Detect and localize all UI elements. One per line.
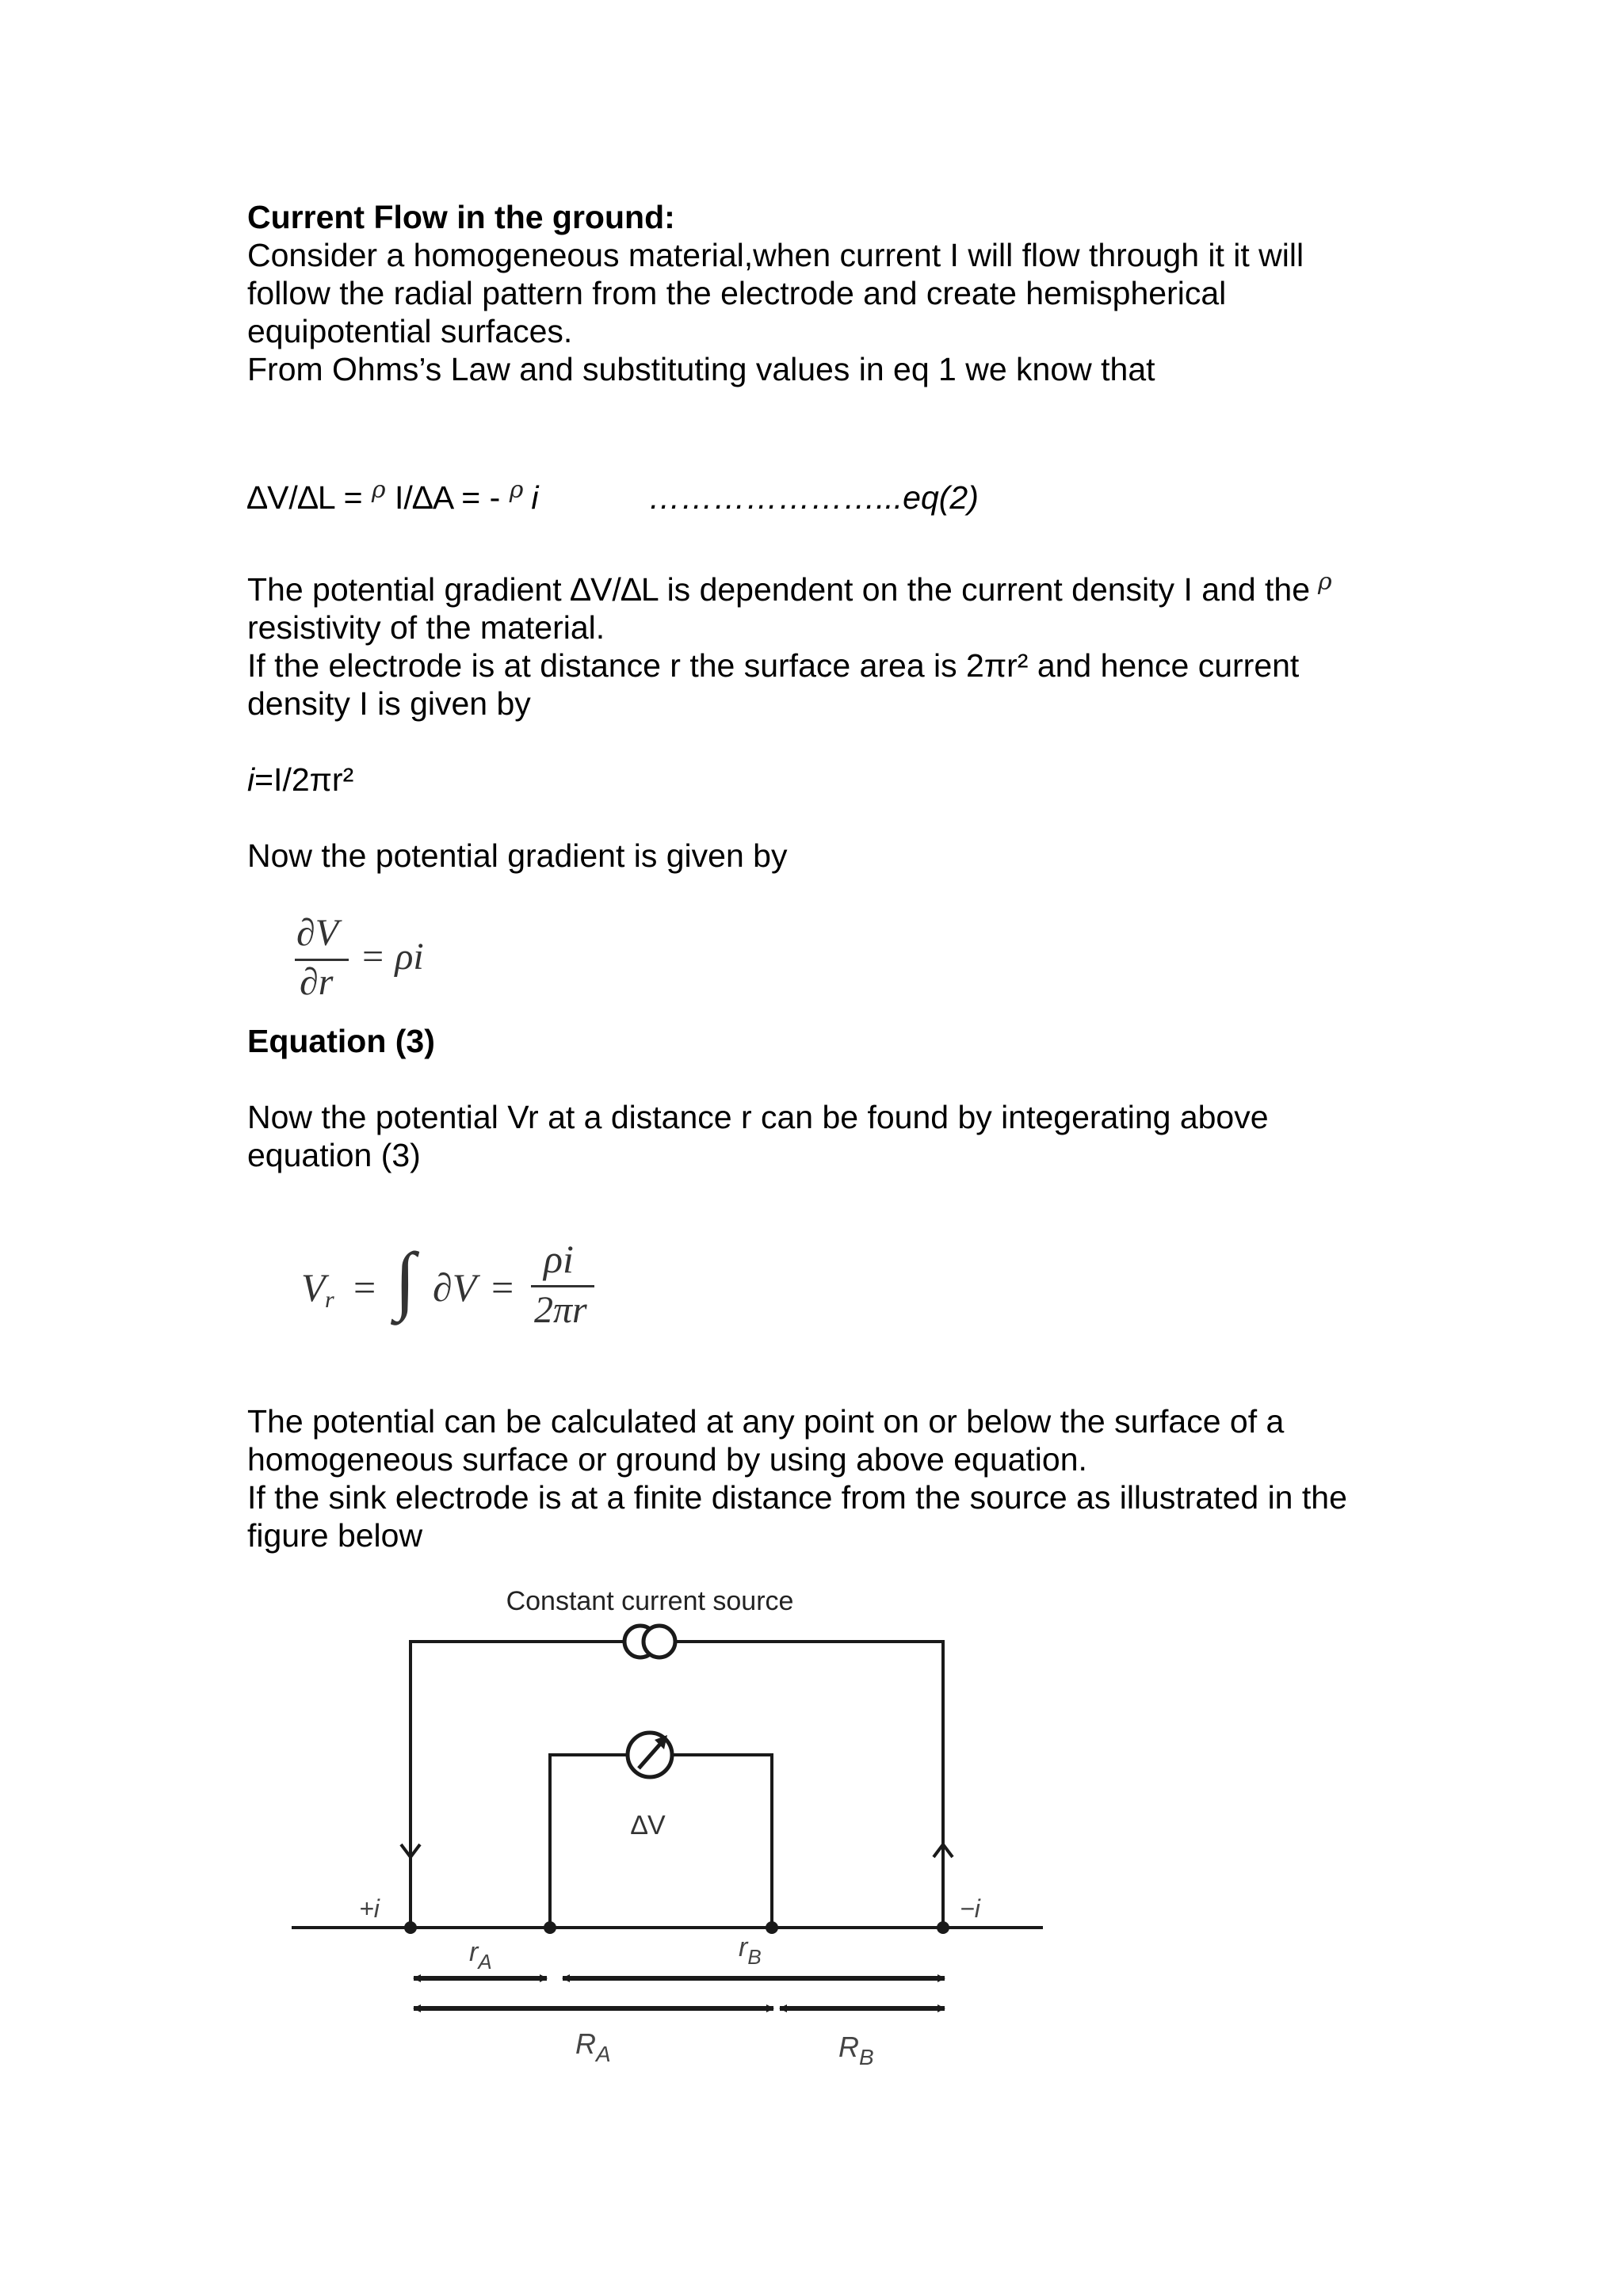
current-loop bbox=[411, 1640, 943, 1928]
integral-sign: ∫ bbox=[395, 1237, 416, 1322]
probe-a bbox=[544, 1921, 556, 1934]
eq4-numerator: ρi bbox=[544, 1237, 574, 1281]
ra-small-label bbox=[469, 1937, 492, 1974]
paragraph-line: equation (3) bbox=[247, 1137, 421, 1173]
rb-large-subscript: B bbox=[859, 2045, 874, 2069]
paragraph-line: resistivity of the material. bbox=[247, 609, 605, 646]
rho-symbol: ρ bbox=[509, 476, 524, 504]
voltage-label: ∆V bbox=[631, 1810, 666, 1840]
plus-i-label: +i bbox=[359, 1894, 380, 1923]
paragraph-line: Consider a homogeneous material,when current I will flow through it it will bbox=[247, 237, 1304, 273]
rb-small-letter: r bbox=[739, 1932, 748, 1962]
ra-large-letter: R bbox=[575, 2027, 596, 2060]
eq4-lhs: V bbox=[301, 1265, 326, 1310]
current-density-expression: =I/2πr² bbox=[254, 761, 354, 798]
paragraph-line: Now the potential Vr at a distance r can be found by integerating above bbox=[247, 1099, 1269, 1135]
source-electrode bbox=[404, 1921, 417, 1934]
rb-small-subscript: B bbox=[747, 1945, 762, 1969]
current-density-symbol: i bbox=[247, 761, 255, 798]
eq3-numerator: ∂V bbox=[296, 912, 339, 954]
ra-large-label bbox=[575, 2027, 611, 2066]
paragraph-line: follow the radial pattern from the electrode and create hemispherical bbox=[247, 275, 1227, 311]
current-source-icon bbox=[624, 1626, 675, 1657]
paragraph-line: figure below bbox=[247, 1517, 423, 1554]
ra-small-subscript: A bbox=[478, 1950, 492, 1974]
equation-label: Equation (3) bbox=[247, 1023, 435, 1059]
rb-large-label bbox=[838, 2031, 874, 2069]
eq2-part2: I/∆A = - bbox=[385, 479, 510, 516]
paragraph-line: Now the potential gradient is given by bbox=[247, 837, 788, 874]
eq4-subscript: r bbox=[325, 1287, 334, 1313]
paragraph-text: The potential gradient ∆V/∆L is dependent on the current density I and the bbox=[247, 571, 1311, 608]
paragraph-line: The potential can be calculated at any point on or below the surface of a bbox=[247, 1403, 1285, 1440]
distance-arrows bbox=[414, 1978, 945, 2008]
rb-large-letter: R bbox=[838, 2031, 859, 2063]
voltmeter-loop bbox=[550, 1753, 772, 1928]
section-heading: Current Flow in the ground: bbox=[247, 199, 675, 235]
minus-i-label: −i bbox=[960, 1894, 980, 1923]
ra-large-subscript: A bbox=[596, 2042, 611, 2066]
eq2-part3: i bbox=[531, 479, 539, 516]
current-source-label: Constant current source bbox=[506, 1586, 794, 1616]
eq3-rhs: = ρi bbox=[360, 936, 424, 978]
eq4-denominator: 2πr bbox=[534, 1289, 587, 1331]
rb-small-label bbox=[739, 1932, 762, 1969]
sink-electrode bbox=[937, 1921, 949, 1934]
eq4-equals: = bbox=[353, 1265, 376, 1310]
eq2-reference: …………………...eq(2) bbox=[648, 479, 979, 516]
eq3-denominator: ∂r bbox=[300, 961, 334, 1003]
eq4-dv: ∂V bbox=[433, 1265, 477, 1310]
probe-b bbox=[766, 1921, 778, 1934]
voltmeter-icon bbox=[628, 1733, 672, 1777]
rho-symbol: ρ bbox=[1318, 568, 1332, 596]
paragraph-line: homogeneous surface or ground by using above equation. bbox=[247, 1441, 1087, 1478]
eq2-part1: ∆V/∆L = bbox=[247, 479, 372, 516]
paragraph-line: From Ohms’s Law and substituting values in eq 1 we know that bbox=[247, 351, 1155, 387]
rho-symbol: ρ bbox=[371, 476, 386, 504]
paragraph-line: If the sink electrode is at a finite distance from the source as illustrated in the bbox=[247, 1479, 1347, 1516]
ra-small-letter: r bbox=[469, 1937, 479, 1967]
paragraph-line: equipotential surfaces. bbox=[247, 313, 573, 349]
paragraph-line: density I is given by bbox=[247, 685, 531, 722]
eq4-equals: = bbox=[491, 1265, 514, 1310]
paragraph-line: If the electrode is at distance r the surface area is 2πr² and hence current bbox=[247, 647, 1300, 684]
